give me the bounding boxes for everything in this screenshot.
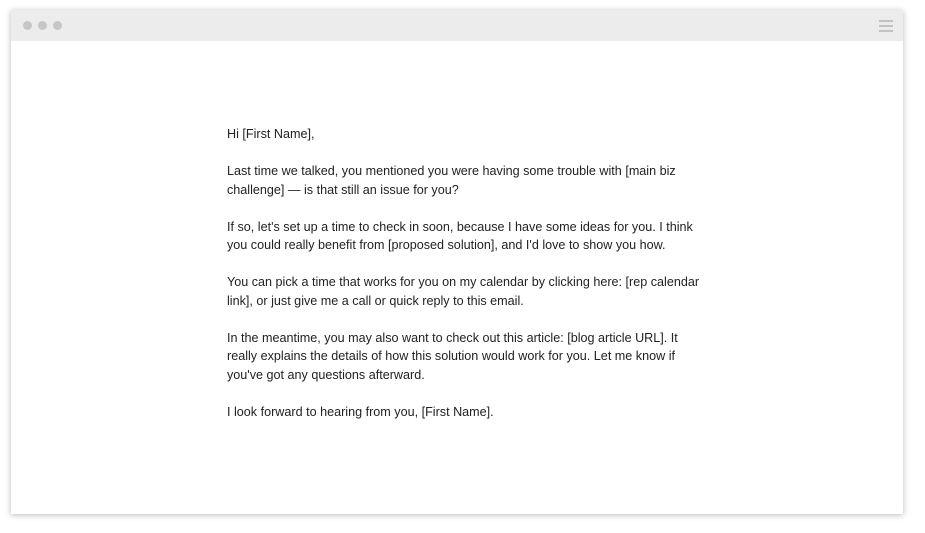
email-paragraph: Last time we talked, you mentioned you were having some trouble with [main biz challenge] — is that still an issue for you?: [227, 164, 676, 197]
zoom-dot-icon[interactable]: [53, 21, 62, 30]
close-dot-icon[interactable]: [23, 21, 32, 30]
email-paragraph: If so, let's set up a time to check in soon, because I have some ideas for you. I think you could really benefit from [proposed solution], and I'd love to show you how.: [227, 219, 693, 252]
email-paragraph: In the meantime, you may also want to check out this article: [blog article URL]. It really explains the details of how this solution would work for you. Let me know if you've got any questions afterward.: [227, 330, 678, 382]
minimize-dot-icon[interactable]: [38, 21, 47, 30]
email-greeting: Hi [First Name],: [227, 127, 315, 141]
email-body: [227, 125, 707, 440]
hamburger-menu-icon[interactable]: [879, 20, 893, 31]
email-signoff: I look forward to hearing from you, [First Name].: [227, 404, 494, 419]
email-paragraph: You can pick a time that works for you on my calendar by clicking here: [rep calendar link], or just give me a call or quick reply to this email.: [227, 275, 700, 308]
browser-window: [11, 10, 903, 514]
window-titlebar: [11, 10, 903, 41]
